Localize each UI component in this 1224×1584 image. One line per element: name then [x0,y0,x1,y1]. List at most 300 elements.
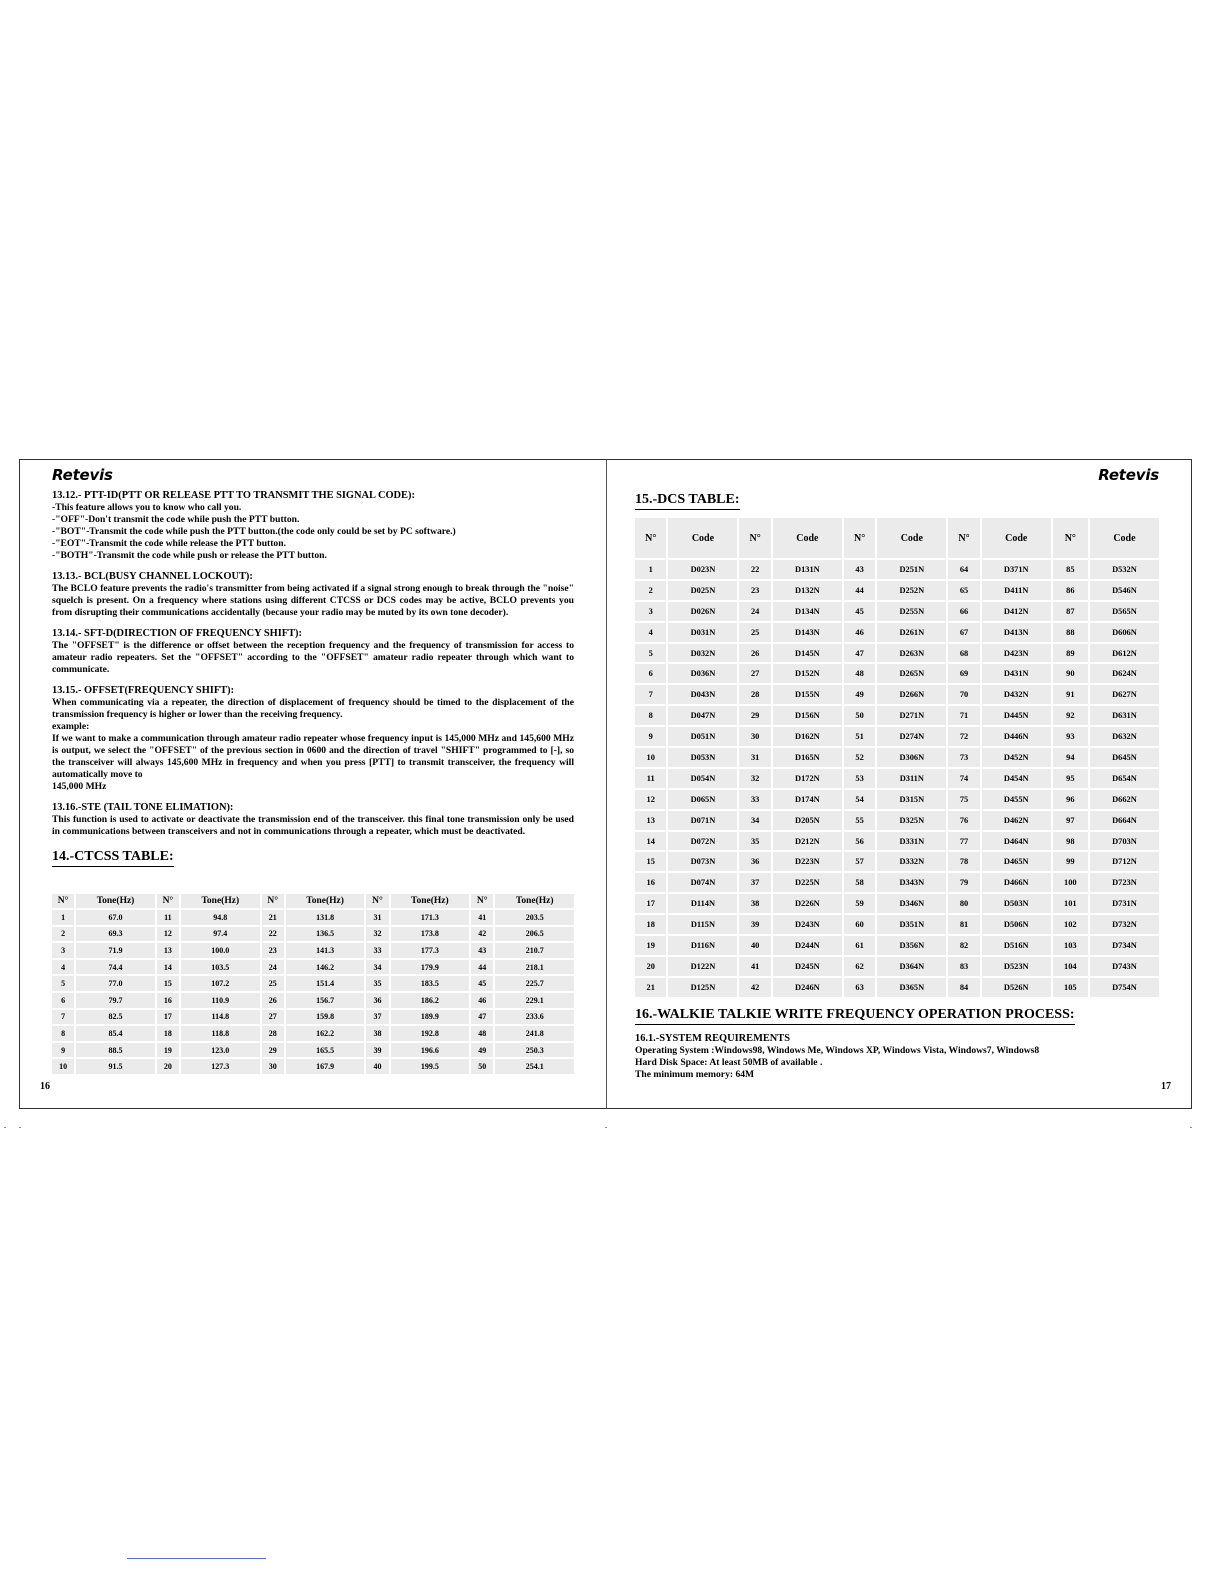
table-cell: 84 [948,978,979,997]
page-16 [20,460,606,1108]
table-cell: 73 [948,748,979,767]
table-cell: 4 [52,960,74,975]
section-13-15 [52,685,574,793]
table-cell: 11 [157,910,179,925]
table-cell: 12 [635,790,666,809]
table-cell: D073N [668,852,737,871]
table-cell: 21 [262,910,284,925]
table-cell: 100 [1053,873,1088,892]
column-header: Tone(Hz) [181,894,260,908]
table-cell: D032N [668,644,737,663]
table-cell: D331N [877,832,946,851]
column-header: N° [844,518,875,558]
table-cell: 79 [948,873,979,892]
table-cell: D274N [877,727,946,746]
table-cell: D423N [982,644,1051,663]
table-cell: 233.6 [495,1010,574,1025]
table-cell: 27 [262,1010,284,1025]
table-cell: 71.9 [76,943,155,958]
text-line: -"BOT"-Transmit the code while push the PTT button.(the code only could be set by PC software.) [52,526,456,537]
table-cell: 46 [844,623,875,642]
brand-logo: Retevis [52,466,113,484]
table-row [635,581,1159,600]
table-cell: 14 [635,832,666,851]
table-cell: D371N [982,560,1051,579]
table-cell: 78 [948,852,979,871]
table-cell: 13 [157,943,179,958]
table-cell: 8 [52,1026,74,1041]
example-label: example: [52,721,90,732]
table-cell: 48 [471,1026,493,1041]
table-cell: 21 [635,978,666,997]
table-cell: D624N [1090,664,1159,683]
column-header: N° [366,894,388,908]
table-cell: 17 [635,894,666,913]
table-cell: D532N [1090,560,1159,579]
edge-mark [4,1127,6,1128]
table-cell: 96 [1053,790,1088,809]
table-cell: D065N [668,790,737,809]
table-cell: D703N [1090,832,1159,851]
table-cell: D464N [982,832,1051,851]
table-cell: 77 [948,832,979,851]
table-row [52,927,574,942]
table-cell: D732N [1090,915,1159,934]
table-cell: 19 [635,936,666,955]
table-cell: D364N [877,957,946,976]
column-header: Tone(Hz) [495,894,574,908]
edge-mark [605,1127,607,1128]
manual-spread [19,459,1192,1109]
table-cell: D245N [773,957,842,976]
table-cell: D446N [982,727,1051,746]
table-cell: 34 [366,960,388,975]
table-row [635,852,1159,871]
table-cell: 6 [635,664,666,683]
table-cell: 102 [1053,915,1088,934]
table-row [635,685,1159,704]
table-cell: D632N [1090,727,1159,746]
table-cell: 33 [739,790,770,809]
section-body: The BCLO feature prevents the radio's transmitter from being activated if a signal strong enough to break through the "noise" squelch is present. On a frequency where stations using different CTCSS or DCS codes may be active, BCLO prevents you from disrupting their communications accidentally (because your radio may be muted by its own tone decoder). [52,583,574,618]
table-cell: 49 [844,685,875,704]
table-cell: 44 [471,960,493,975]
table-cell: 88.5 [76,1043,155,1058]
table-cell: 36 [366,993,388,1008]
table-cell: 63 [844,978,875,997]
table-cell: 43 [844,560,875,579]
table-cell: 18 [157,1026,179,1041]
table-cell: 30 [739,727,770,746]
table-cell: 42 [471,927,493,942]
table-cell: 229.1 [495,993,574,1008]
table-cell: 210.7 [495,943,574,958]
table-row [635,978,1159,997]
table-cell: 136.5 [286,927,365,942]
text-line: -"BOTH"-Transmit the code while push or release the PTT button. [52,550,327,561]
table-cell: 9 [635,727,666,746]
table-cell: D432N [982,685,1051,704]
table-cell: D132N [773,581,842,600]
table-cell: 173.8 [391,927,470,942]
table-cell: D265N [877,664,946,683]
table-cell: D152N [773,664,842,683]
table-cell: D516N [982,936,1051,955]
table-row [635,602,1159,621]
table-cell: D306N [877,748,946,767]
table-cell: D351N [877,915,946,934]
table-cell: D174N [773,790,842,809]
table-row [635,832,1159,851]
table-cell: 74.4 [76,960,155,975]
table-cell: 179.9 [391,960,470,975]
table-cell: 39 [366,1043,388,1058]
table-cell: D114N [668,894,737,913]
table-cell: 103.5 [181,960,260,975]
table-cell: 58 [844,873,875,892]
table-cell: D565N [1090,602,1159,621]
table-row [52,960,574,975]
table-cell: 186.2 [391,993,470,1008]
table-cell: 28 [739,685,770,704]
table-cell: 44 [844,581,875,600]
table-row [635,560,1159,579]
table-cell: 25 [739,623,770,642]
table-row [52,943,574,958]
table-cell: 165.5 [286,1043,365,1058]
table-cell: 67 [948,623,979,642]
section-body: This function is used to activate or deactivate the transmission end of the transceiver. this final tone transmission only be used in communications between transceivers and not in communications through a repeater, which must be deactivated. [52,814,574,837]
table-cell: 47 [844,644,875,663]
table-cell: 225.7 [495,976,574,991]
table-cell: 105 [1053,978,1088,997]
table-cell: 40 [739,936,770,955]
table-cell: 74 [948,769,979,788]
table-cell: D023N [668,560,737,579]
table-cell: 59 [844,894,875,913]
table-cell: D053N [668,748,737,767]
table-cell: 91 [1053,685,1088,704]
table-cell: 76 [948,811,979,830]
table-cell: 3 [52,943,74,958]
table-cell: 25 [262,976,284,991]
table-row [635,873,1159,892]
table-row [52,1010,574,1025]
table-cell: 8 [635,706,666,725]
table-cell: 45 [471,976,493,991]
table-cell: 29 [739,706,770,725]
table-cell: 91.5 [76,1059,155,1074]
table-row [635,957,1159,976]
table-cell: 40 [366,1059,388,1074]
column-header: N° [635,518,666,558]
table-cell: 54 [844,790,875,809]
table-cell: 82.5 [76,1010,155,1025]
right-content [635,490,1163,1081]
ctcss-table [50,892,576,1076]
requirement-line: Hard Disk Space: At least 50MB of available . [635,1056,823,1068]
table-cell: D412N [982,602,1051,621]
table-cell: 41 [471,910,493,925]
column-header: N° [52,894,74,908]
table-cell: 46 [471,993,493,1008]
table-cell: 88 [1053,623,1088,642]
table-cell: D523N [982,957,1051,976]
table-cell: D325N [877,811,946,830]
table-cell: D261N [877,623,946,642]
table-cell: 75 [948,790,979,809]
example-text: If we want to make a communication through amateur radio repeater whose frequency input is 145,000 MHz and 145,600 MHz is output, we select the "OFFSET" of the previous section in 0600 and the direction of travel "SHIFT" programmed to [-], so the transceiver will always 145,600 MHz in frequency and when you press [PTT] to transmit transceiver, the frequency will automatically move to [52,733,574,780]
table-cell: 15 [635,852,666,871]
table-cell: 42 [739,978,770,997]
section-13-13 [52,571,574,619]
table-cell: D251N [877,560,946,579]
table-cell: D134N [773,602,842,621]
table-cell: 85 [1053,560,1088,579]
table-cell: 37 [366,1010,388,1025]
table-cell: 103 [1053,936,1088,955]
table-cell: 5 [52,976,74,991]
table-cell: D156N [773,706,842,725]
system-requirements [635,1033,1163,1081]
table-header-row [52,894,574,908]
table-cell: D503N [982,894,1051,913]
table-cell: 146.2 [286,960,365,975]
table-cell: D431N [982,664,1051,683]
table-cell: 12 [157,927,179,942]
page-number: 16 [40,1081,50,1092]
table-cell: D645N [1090,748,1159,767]
table-cell: 47 [471,1010,493,1025]
dcs-table-title: 15.-DCS TABLE: [635,492,740,510]
table-cell: 39 [739,915,770,934]
table-cell: D223N [773,852,842,871]
table-cell: 17 [157,1010,179,1025]
table-cell: 38 [366,1026,388,1041]
column-header: N° [262,894,284,908]
table-cell: 67.0 [76,910,155,925]
table-cell: 92 [1053,706,1088,725]
table-cell: 56 [844,832,875,851]
table-cell: D445N [982,706,1051,725]
table-cell: D026N [668,602,737,621]
table-cell: 30 [262,1059,284,1074]
column-header: Code [877,518,946,558]
table-cell: 6 [52,993,74,1008]
table-cell: D212N [773,832,842,851]
text-line: -"OFF"-Don't transmit the code while push the PTT button. [52,514,300,525]
table-cell: D743N [1090,957,1159,976]
table-row [635,915,1159,934]
column-header: Code [982,518,1051,558]
column-header: N° [157,894,179,908]
table-cell: D072N [668,832,737,851]
table-cell: 1 [635,560,666,579]
dcs-table [633,516,1161,999]
table-cell: 196.6 [391,1043,470,1058]
brand-logo: Retevis [1098,466,1159,484]
table-cell: D205N [773,811,842,830]
table-cell: 104 [1053,957,1088,976]
example-end: 145,000 MHz [52,781,107,792]
table-cell: 3 [635,602,666,621]
table-cell: 183.5 [391,976,470,991]
table-cell: 218.1 [495,960,574,975]
table-cell: D526N [982,978,1051,997]
table-cell: 38 [739,894,770,913]
table-cell: D025N [668,581,737,600]
table-row [635,769,1159,788]
table-cell: D343N [877,873,946,892]
table-cell: 35 [739,832,770,851]
column-header: Code [773,518,842,558]
table-row [635,936,1159,955]
table-cell: 80 [948,894,979,913]
section-title: 13.13.- BCL(BUSY CHANNEL LOCKOUT): [52,571,253,582]
table-cell: D455N [982,790,1051,809]
table-row [635,706,1159,725]
table-row [52,910,574,925]
column-header: N° [1053,518,1088,558]
requirement-line: Operating System :Windows98, Windows Me, Windows XP, Windows Vista, Windows7, Windows8 [635,1044,1040,1056]
table-cell: 156.7 [286,993,365,1008]
table-cell: D054N [668,769,737,788]
table-cell: D115N [668,915,737,934]
left-content [52,490,574,867]
table-cell: D271N [877,706,946,725]
page-17 [607,460,1191,1108]
table-cell: 254.1 [495,1059,574,1074]
table-cell: 15 [157,976,179,991]
table-cell: 206.5 [495,927,574,942]
table-cell: 72 [948,727,979,746]
table-cell: 34 [739,811,770,830]
table-cell: 199.5 [391,1059,470,1074]
table-cell: 14 [157,960,179,975]
table-cell: D462N [982,811,1051,830]
table-cell: 22 [739,560,770,579]
section-title: 13.12.- PTT-ID(PTT OR RELEASE PTT TO TRANSMIT THE SIGNAL CODE): [52,490,415,501]
table-cell: 79.7 [76,993,155,1008]
table-cell: 70 [948,685,979,704]
table-cell: D051N [668,727,737,746]
table-cell: 27 [739,664,770,683]
section-16-title: 16.-WALKIE TALKIE WRITE FREQUENCY OPERATION PROCESS: [635,1007,1075,1025]
table-cell: D036N [668,664,737,683]
text-line: -This feature allows you to know who call you. [52,502,242,513]
section-13-12 [52,490,574,562]
table-cell: D332N [877,852,946,871]
column-header: N° [948,518,979,558]
table-cell: 31 [739,748,770,767]
table-cell: D244N [773,936,842,955]
table-cell: 177.3 [391,943,470,958]
table-cell: D125N [668,978,737,997]
table-cell: D266N [877,685,946,704]
table-cell: 95 [1053,769,1088,788]
table-cell: D047N [668,706,737,725]
table-cell: 33 [366,943,388,958]
table-cell: 43 [471,943,493,958]
table-cell: 69.3 [76,927,155,942]
table-cell: 5 [635,644,666,663]
table-cell: 11 [635,769,666,788]
table-cell: D465N [982,852,1051,871]
column-header: Tone(Hz) [76,894,155,908]
table-row [635,790,1159,809]
table-cell: 85.4 [76,1026,155,1041]
column-header: Tone(Hz) [286,894,365,908]
table-cell: D712N [1090,852,1159,871]
table-cell: 203.5 [495,910,574,925]
table-cell: 1 [52,910,74,925]
table-cell: D452N [982,748,1051,767]
table-cell: 62 [844,957,875,976]
table-cell: 99 [1053,852,1088,871]
table-cell: D346N [877,894,946,913]
table-cell: 26 [739,644,770,663]
table-cell: 32 [366,927,388,942]
section-13-14 [52,628,574,676]
table-cell: D723N [1090,873,1159,892]
table-row [635,894,1159,913]
column-header: N° [739,518,770,558]
section-title: 13.16.-STE (TAIL TONE ELIMATION): [52,802,234,813]
table-cell: D043N [668,685,737,704]
table-cell: D754N [1090,978,1159,997]
table-cell: 26 [262,993,284,1008]
table-cell: 60 [844,915,875,934]
table-cell: 69 [948,664,979,683]
table-cell: 20 [635,957,666,976]
table-cell: 48 [844,664,875,683]
table-cell: 23 [262,943,284,958]
table-cell: 192.8 [391,1026,470,1041]
table-cell: 9 [52,1043,74,1058]
table-cell: 49 [471,1043,493,1058]
column-header: Code [1090,518,1159,558]
table-cell: D734N [1090,936,1159,955]
table-row [52,976,574,991]
section-13-16 [52,802,574,838]
table-cell: D243N [773,915,842,934]
section-title: 13.15.- OFFSET(FREQUENCY SHIFT): [52,685,235,696]
table-cell: 127.3 [181,1059,260,1074]
table-cell: 159.8 [286,1010,365,1025]
table-cell: 189.9 [391,1010,470,1025]
table-cell: D731N [1090,894,1159,913]
column-header: Code [668,518,737,558]
table-cell: D162N [773,727,842,746]
table-cell: 107.2 [181,976,260,991]
table-cell: 10 [635,748,666,767]
table-cell: 10 [52,1059,74,1074]
table-cell: 35 [366,976,388,991]
table-cell: D356N [877,936,946,955]
table-cell: 94 [1053,748,1088,767]
table-cell: 19 [157,1043,179,1058]
table-cell: D411N [982,581,1051,600]
edge-mark [1190,1127,1192,1128]
table-cell: 51 [844,727,875,746]
table-row [52,1043,574,1058]
table-cell: D226N [773,894,842,913]
table-cell: 2 [635,581,666,600]
table-cell: 50 [471,1059,493,1074]
table-cell: D654N [1090,769,1159,788]
table-cell: 83 [948,957,979,976]
table-cell: 16 [157,993,179,1008]
